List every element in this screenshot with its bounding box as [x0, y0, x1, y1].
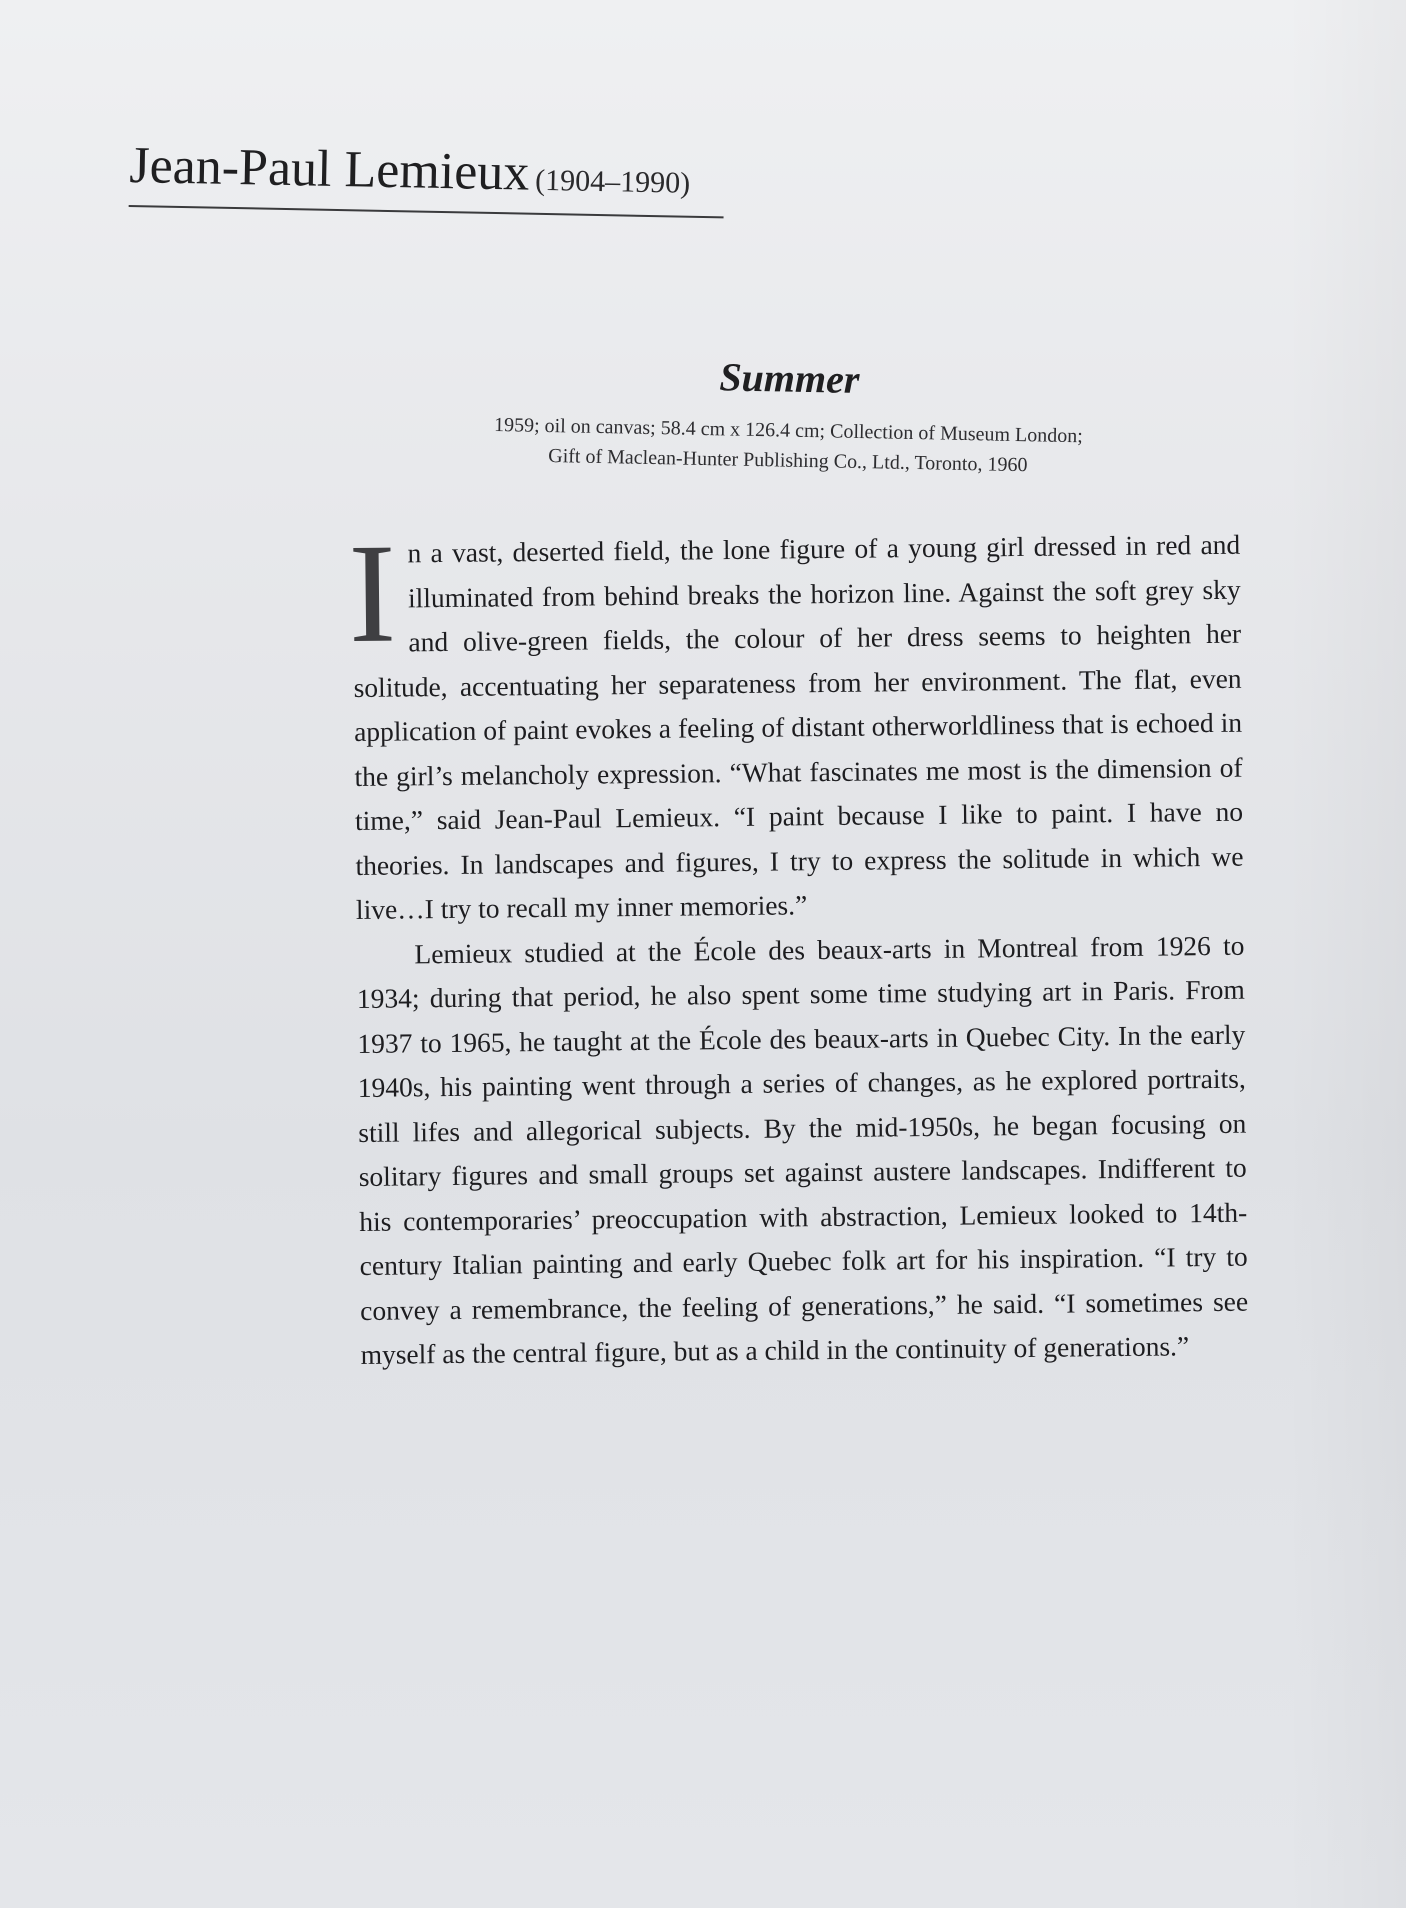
essay-body	[347, 513, 1249, 1378]
artwork-caption-line-1: 1959; oil on canvas; 58.4 cm x 126.4 cm; Collection of Museum London;	[493, 413, 1084, 448]
page-curve-shadow	[1286, 0, 1406, 1908]
essay-paragraph-1	[347, 513, 1244, 933]
artwork-caption-line-2: Gift of Maclean-Hunter Publishing Co., Ltd., Toronto, 1960	[548, 445, 1028, 477]
essay-paragraph-1-text: n a vast, deserted field, the lone figure of a young girl dressed in red and illuminated from behind breaks the horizon line. Against the soft grey sky and olive-green fields, the colour of her dress seems to heighten her solitude, accentuating her separateness from her environment. The flat, even application of paint evokes a feeling of distant otherworldliness that is echoed in the girl’s melancholy expression. “What fascinates me most is the dimension of time,” said Jean-Paul Lemieux. “I paint because I like to paint. I have no theories. In landscapes and figures, I try to express the solitude in which we live…I try to recall my inner memories.”	[353, 528, 1244, 925]
artwork-title: Summer	[719, 354, 860, 402]
artist-header	[129, 136, 725, 218]
artist-name: Jean-Paul Lemieux	[128, 136, 530, 202]
essay-paragraph-2: Lemieux studied at the École des beaux-arts in Montreal from 1926 to 1934; during that period, he also spent some time studying art in Paris. From 1937 to 1965, he taught at the École des beaux-arts in Quebec City. In the early 1940s, his painting went through a series of changes, as he explored portraits, still lifes and allegorical subjects. By the mid-1950s, he began focusing on solitary figures and small groups set against austere landscapes. Indifferent to his contemporaries’ preoccupation with abstraction, Lemieux looked to 14th-century Italian painting and early Quebec folk art for his inspiration. “I try to convey a remembrance, the feeling of generations,” he said. “I sometimes see myself as the central figure, but as a child in the continuity of generations.”	[356, 929, 1249, 1370]
artwork-caption	[338, 407, 1239, 484]
drop-cap: I	[347, 513, 397, 673]
artwork-details	[338, 346, 1240, 484]
artist-dates: (1904–1990)	[534, 163, 691, 200]
